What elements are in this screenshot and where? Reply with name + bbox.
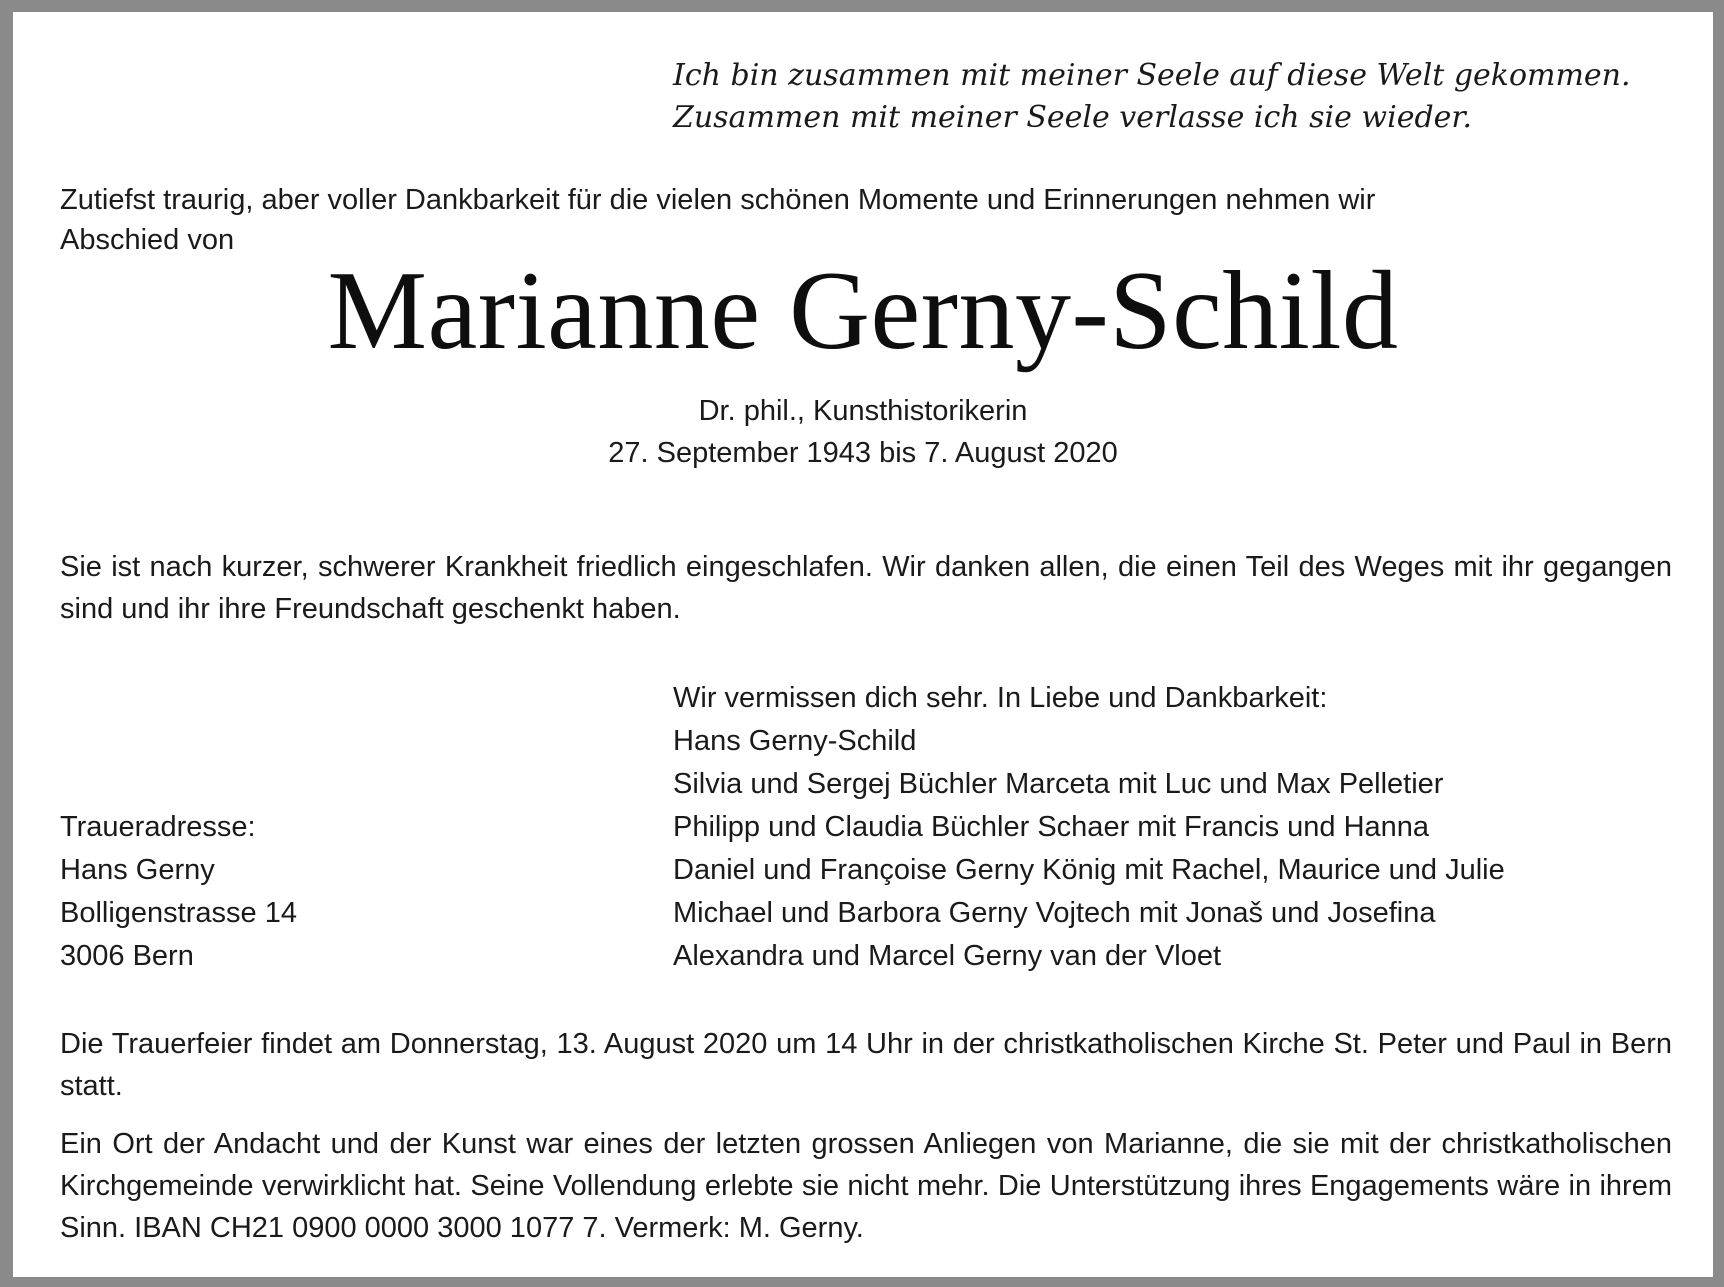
deceased-dates: 27. September 1943 bis 7. August 2020	[608, 437, 1118, 469]
message-paragraph: Sie ist nach kurzer, schwerer Krankheit friedlich eingeschlafen. Wir danken allen, die einen Teil des Weges mit ihr gegangen sind und ihr ihre Freundschaft geschenkt haben.	[60, 551, 1672, 625]
mourners-list	[673, 677, 1673, 978]
address-city: 3006 Bern	[60, 940, 194, 972]
mourner-name: Hans Gerny-Schild	[673, 725, 917, 757]
mourner-name: Daniel und Françoise Gerny König mit Rachel, Maurice und Julie	[673, 854, 1505, 886]
mourner-name: Alexandra und Marcel Gerny van der Vloet	[673, 940, 1222, 972]
motto-line-2: Zusammen mit meiner Seele verlasse ich sie wieder.	[673, 100, 1472, 135]
obituary-page	[13, 12, 1713, 1277]
motto-line-1: Ich bin zusammen mit meiner Seele auf diese Welt gekommen.	[673, 58, 1631, 93]
intro-line-1: Zutiefst traurig, aber voller Dankbarkeit für die vielen schönen Momente und Erinnerungen nehmen wir	[60, 184, 1376, 216]
mourner-name: Silvia und Sergej Büchler Marceta mit Luc und Max Pelletier	[673, 768, 1444, 800]
mourner-name: Philipp und Claudia Büchler Schaer mit Francis und Hanna	[673, 811, 1430, 843]
address-name: Hans Gerny	[60, 854, 215, 886]
intro-line-2: Abschied von	[60, 224, 235, 256]
address-label: Traueradresse:	[60, 811, 256, 843]
deceased-title: Dr. phil., Kunsthistorikerin	[698, 395, 1028, 427]
address-street: Bolligenstrasse 14	[60, 897, 297, 929]
donation-paragraph: Ein Ort der Andacht und der Kunst war eines der letzten grossen Anliegen von Marianne, die sie mit der christkatholischen Kirchgemeinde verwirklicht hat. Seine Vollendung erlebte sie nicht mehr. Die Unterstützung ihres Engagements wäre in ihrem Sinn. IBAN CH21 0900 0000 3000 1077 7. Vermerk: M. Gerny.	[60, 1128, 1672, 1244]
mourner-name: Michael und Barbora Gerny Vojtech mit Jonaš und Josefina	[673, 897, 1436, 929]
mourners-heading: Wir vermissen dich sehr. In Liebe und Dankbarkeit:	[673, 682, 1328, 714]
motto-quote	[673, 55, 1633, 139]
deceased-name: Marianne Gerny-Schild	[327, 249, 1399, 373]
ceremony-paragraph: Die Trauerfeier findet am Donnerstag, 13. August 2020 um 14 Uhr in der christkatholischen Kirche St. Peter und Paul in Bern statt.	[60, 1028, 1672, 1102]
mourning-address	[60, 806, 580, 978]
